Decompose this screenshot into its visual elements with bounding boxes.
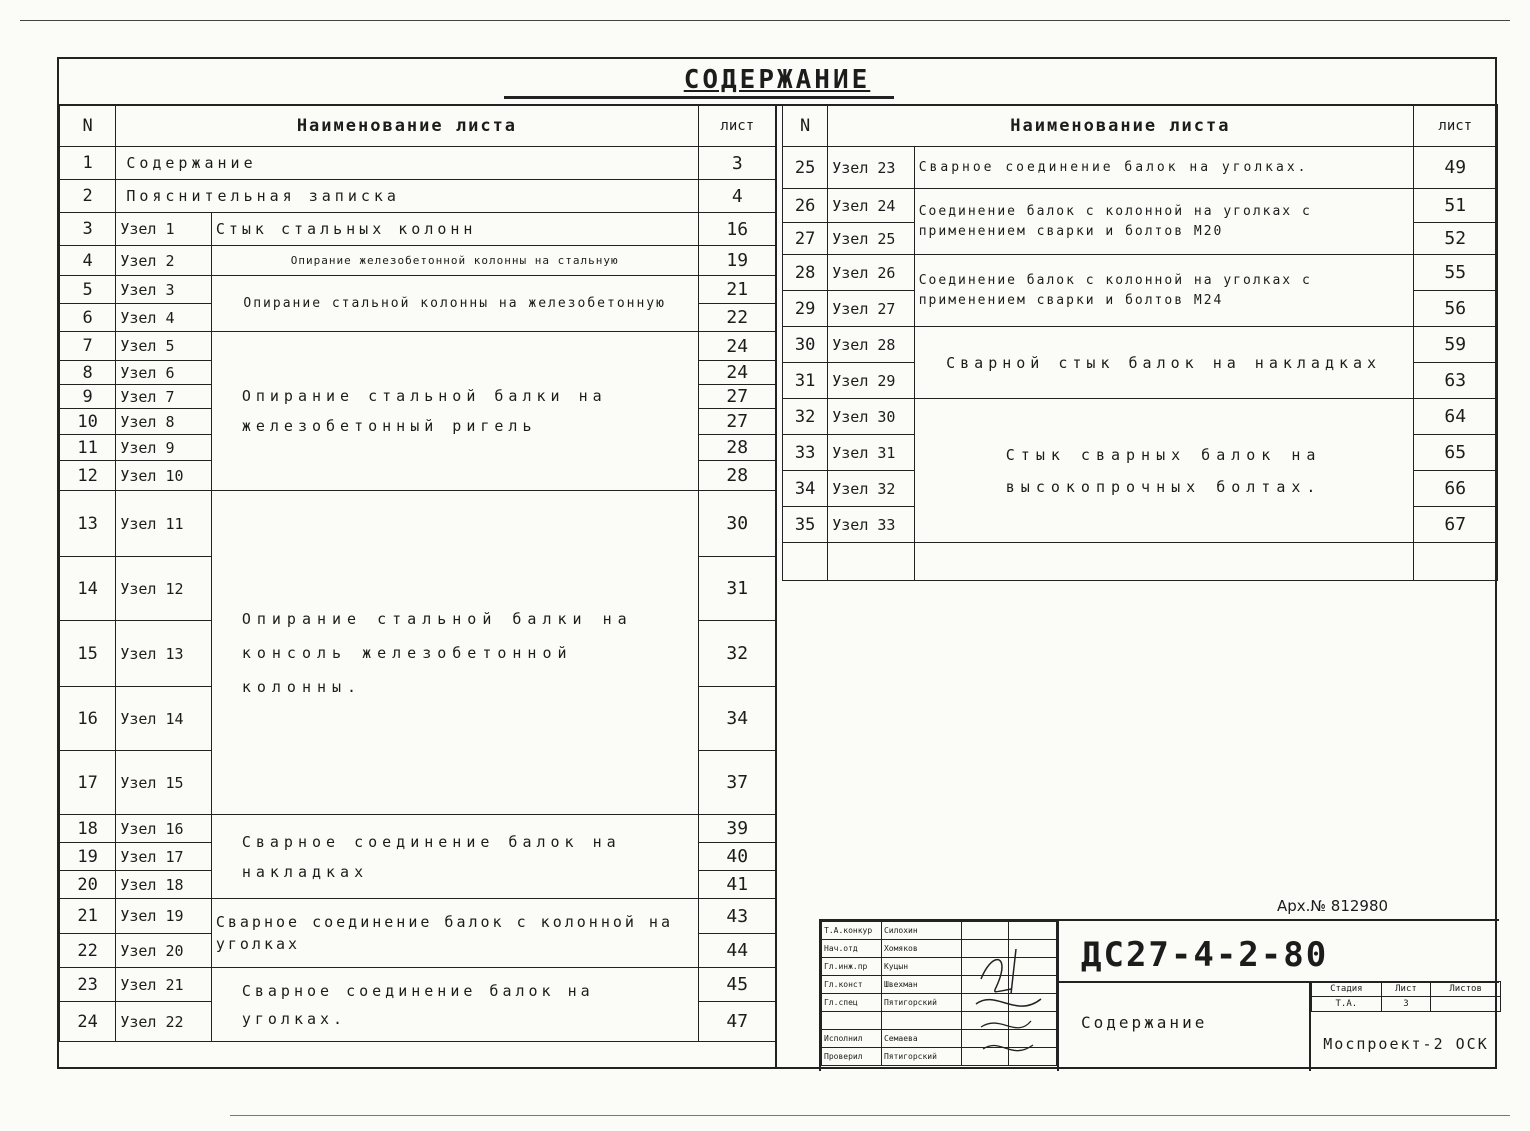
table-row <box>783 147 1498 189</box>
document-code: ДС27-4-2-80 <box>1081 935 1329 975</box>
row-node: Узел 17 <box>116 843 212 871</box>
drawing-sheet <box>57 57 1497 1069</box>
row-number: 25 <box>783 147 828 189</box>
row-node: Узел 15 <box>116 751 212 815</box>
row-number: 15 <box>60 621 116 687</box>
row-node: Узел 5 <box>116 332 212 361</box>
signer-name: Пятигорский <box>881 1048 961 1066</box>
row-node: Узел 32 <box>828 471 914 507</box>
row-sheet: 49 <box>1413 147 1498 189</box>
row-sheet: 19 <box>698 246 776 276</box>
row-number: 18 <box>60 815 116 843</box>
row-sheet: 37 <box>698 751 776 815</box>
table-row <box>60 899 777 934</box>
empty-cell <box>783 543 828 581</box>
toc-table-right <box>782 104 1498 581</box>
row-number: 12 <box>60 461 116 491</box>
empty-cell <box>914 543 1413 581</box>
col-header-sheet: лист <box>1413 105 1498 147</box>
row-name: Стык сварных балок на высокопрочных болтах. <box>914 399 1413 543</box>
col-header-name: Наименование листа <box>116 105 698 147</box>
row-number: 14 <box>60 557 116 621</box>
row-node: Узел 22 <box>116 1002 212 1042</box>
row-number: 9 <box>60 385 116 409</box>
table-row <box>60 147 777 180</box>
row-node: Узел 33 <box>828 507 914 543</box>
row-sheet: 44 <box>698 934 776 968</box>
row-number: 8 <box>60 361 116 385</box>
row-name: Сварное соединение балок на уголках. <box>211 968 698 1042</box>
row-sheet: 55 <box>1413 255 1498 291</box>
title-bar <box>59 59 1495 106</box>
row-sheet: 3 <box>698 147 776 180</box>
row-node: Узел 14 <box>116 687 212 751</box>
title-block <box>819 919 1499 1071</box>
row-node: Узел 30 <box>828 399 914 435</box>
signer-role: Гл.конст <box>822 976 882 994</box>
signature-cell <box>961 922 1009 940</box>
table-row <box>60 276 777 304</box>
row-sheet: 66 <box>1413 471 1498 507</box>
row-name: Опирание стальной балки на консоль железобетонной колонны. <box>211 491 698 815</box>
signer-name: Семаева <box>881 1030 961 1048</box>
signer-name: Куцын <box>881 958 961 976</box>
row-number: 1 <box>60 147 116 180</box>
row-number: 17 <box>60 751 116 815</box>
table-row <box>783 327 1498 363</box>
stamp-divider <box>1057 921 1059 1071</box>
row-node: Узел 13 <box>116 621 212 687</box>
row-node: Узел 25 <box>828 223 914 255</box>
row-number: 5 <box>60 276 116 304</box>
row-node: Узел 10 <box>116 461 212 491</box>
organization: Моспроект-2 ОСК <box>1323 1035 1489 1053</box>
signer-role: Исполнил <box>822 1030 882 1048</box>
row-sheet: 52 <box>1413 223 1498 255</box>
signer-role: Нач.отд <box>822 940 882 958</box>
row-sheet: 40 <box>698 843 776 871</box>
row-number: 19 <box>60 843 116 871</box>
row-sheet: 56 <box>1413 291 1498 327</box>
row-sheet: 4 <box>698 180 776 213</box>
title-underline <box>504 96 894 99</box>
row-name: Опирание железобетонной колонны на стальную <box>211 246 698 276</box>
row-sheet: 59 <box>1413 327 1498 363</box>
row-number: 29 <box>783 291 828 327</box>
table-row <box>783 255 1498 291</box>
row-number: 10 <box>60 409 116 435</box>
signer-role: Т.А.конкур <box>822 922 882 940</box>
table-row <box>60 180 777 213</box>
row-sheet: 63 <box>1413 363 1498 399</box>
row-node: Узел 7 <box>116 385 212 409</box>
table-row <box>60 968 777 1002</box>
signer-name <box>881 1012 961 1030</box>
row-sheet: 27 <box>698 409 776 435</box>
signature-row <box>822 922 1057 940</box>
row-number: 22 <box>60 934 116 968</box>
table-row <box>60 246 777 276</box>
row-sheet: 51 <box>1413 189 1498 223</box>
row-node: Узел 29 <box>828 363 914 399</box>
row-name: Содержание <box>116 147 698 180</box>
row-sheet: 28 <box>698 435 776 461</box>
signer-role <box>822 1012 882 1030</box>
row-node: Узел 4 <box>116 304 212 332</box>
row-number: 3 <box>60 213 116 246</box>
row-sheet: 39 <box>698 815 776 843</box>
table-row <box>60 491 777 557</box>
row-sheet: 41 <box>698 871 776 899</box>
row-name: Опирание стальной балки на железобетонный ригель <box>211 332 698 491</box>
row-node: Узел 18 <box>116 871 212 899</box>
row-number: 30 <box>783 327 828 363</box>
row-sheet: 24 <box>698 332 776 361</box>
col-header-n: N <box>783 105 828 147</box>
row-sheet: 22 <box>698 304 776 332</box>
table-row <box>60 213 777 246</box>
row-sheet: 32 <box>698 621 776 687</box>
empty-cell <box>1413 543 1498 581</box>
row-number: 32 <box>783 399 828 435</box>
toc-header-row <box>783 105 1498 147</box>
stage-header: Стадия <box>1312 982 1382 997</box>
row-sheet: 45 <box>698 968 776 1002</box>
row-sheet: 64 <box>1413 399 1498 435</box>
row-node: Узел 20 <box>116 934 212 968</box>
row-node: Узел 3 <box>116 276 212 304</box>
center-divider <box>775 104 777 1069</box>
row-number: 16 <box>60 687 116 751</box>
signature-scribbles <box>971 949 1061 1069</box>
date-cell <box>1009 922 1057 940</box>
row-node: Узел 9 <box>116 435 212 461</box>
row-number: 20 <box>60 871 116 899</box>
row-node: Узел 31 <box>828 435 914 471</box>
row-number: 2 <box>60 180 116 213</box>
col-header-n: N <box>60 105 116 147</box>
table-row <box>783 189 1498 223</box>
row-node: Узел 16 <box>116 815 212 843</box>
row-node: Узел 1 <box>116 213 212 246</box>
col-header-sheet: лист <box>698 105 776 147</box>
sheet-title: Содержание <box>1081 1013 1208 1032</box>
stage-box <box>1309 981 1501 1071</box>
row-node: Узел 26 <box>828 255 914 291</box>
row-node: Узел 23 <box>828 147 914 189</box>
sheets-header: Листов <box>1431 982 1501 997</box>
row-sheet: 34 <box>698 687 776 751</box>
row-name: Пояснительная записка <box>116 180 698 213</box>
row-node: Узел 28 <box>828 327 914 363</box>
row-node: Узел 24 <box>828 189 914 223</box>
row-sheet: 31 <box>698 557 776 621</box>
table-row <box>783 399 1498 435</box>
row-sheet: 65 <box>1413 435 1498 471</box>
row-name: Сварное соединение балок с колонной на уголках <box>211 899 698 968</box>
row-number: 31 <box>783 363 828 399</box>
row-number: 26 <box>783 189 828 223</box>
row-node: Узел 21 <box>116 968 212 1002</box>
row-sheet: 21 <box>698 276 776 304</box>
row-number: 28 <box>783 255 828 291</box>
row-number: 11 <box>60 435 116 461</box>
row-number: 7 <box>60 332 116 361</box>
table-row-empty <box>783 543 1498 581</box>
toc-header-row <box>60 105 777 147</box>
stage-value: Т.А. <box>1312 997 1382 1012</box>
signer-role: Гл.инж.пр <box>822 958 882 976</box>
row-number: 35 <box>783 507 828 543</box>
sheet-header: Лист <box>1381 982 1431 997</box>
signer-name: Силохин <box>881 922 961 940</box>
row-sheet: 27 <box>698 385 776 409</box>
row-sheet: 67 <box>1413 507 1498 543</box>
row-sheet: 30 <box>698 491 776 557</box>
row-node: Узел 19 <box>116 899 212 934</box>
signer-name: Пятигорский <box>881 994 961 1012</box>
signer-role: Гл.спец <box>822 994 882 1012</box>
row-node: Узел 2 <box>116 246 212 276</box>
row-number: 34 <box>783 471 828 507</box>
stage-table <box>1311 981 1501 1012</box>
signer-name: Хомяков <box>881 940 961 958</box>
row-node: Узел 6 <box>116 361 212 385</box>
row-node: Узел 27 <box>828 291 914 327</box>
sheets-value <box>1431 997 1501 1012</box>
row-name: Сварное соединение балок на уголках. <box>914 147 1413 189</box>
signer-role: Проверил <box>822 1048 882 1066</box>
row-number: 4 <box>60 246 116 276</box>
row-number: 21 <box>60 899 116 934</box>
row-number: 27 <box>783 223 828 255</box>
row-number: 33 <box>783 435 828 471</box>
toc-table-left <box>59 104 777 1042</box>
row-name: Сварной стык балок на накладках <box>914 327 1413 399</box>
row-node: Узел 12 <box>116 557 212 621</box>
empty-cell <box>828 543 914 581</box>
archive-number: Арх.№ 812980 <box>1277 897 1389 915</box>
row-number: 23 <box>60 968 116 1002</box>
sheet-value: 3 <box>1381 997 1431 1012</box>
row-sheet: 28 <box>698 461 776 491</box>
row-name: Стык стальных колонн <box>211 213 698 246</box>
sheet-bottom-edge <box>230 1115 1510 1116</box>
row-sheet: 47 <box>698 1002 776 1042</box>
row-name: Соединение балок с колонной на уголках с применением сварки и болтов М20 <box>914 189 1413 255</box>
row-sheet: 43 <box>698 899 776 934</box>
row-name: Сварное соединение балок на накладках <box>211 815 698 899</box>
col-header-name: Наименование листа <box>828 105 1413 147</box>
row-number: 13 <box>60 491 116 557</box>
row-number: 24 <box>60 1002 116 1042</box>
row-number: 6 <box>60 304 116 332</box>
sheet-top-edge <box>20 20 1510 21</box>
row-sheet: 16 <box>698 213 776 246</box>
table-row <box>60 332 777 361</box>
row-node: Узел 11 <box>116 491 212 557</box>
signer-name: Швехман <box>881 976 961 994</box>
row-name: Опирание стальной колонны на железобетонную <box>211 276 698 332</box>
table-row <box>60 815 777 843</box>
page-title: СОДЕРЖАНИЕ <box>683 65 871 95</box>
row-node: Узел 8 <box>116 409 212 435</box>
row-sheet: 24 <box>698 361 776 385</box>
row-name: Соединение балок с колонной на уголках с применением сварки и болтов М24 <box>914 255 1413 327</box>
